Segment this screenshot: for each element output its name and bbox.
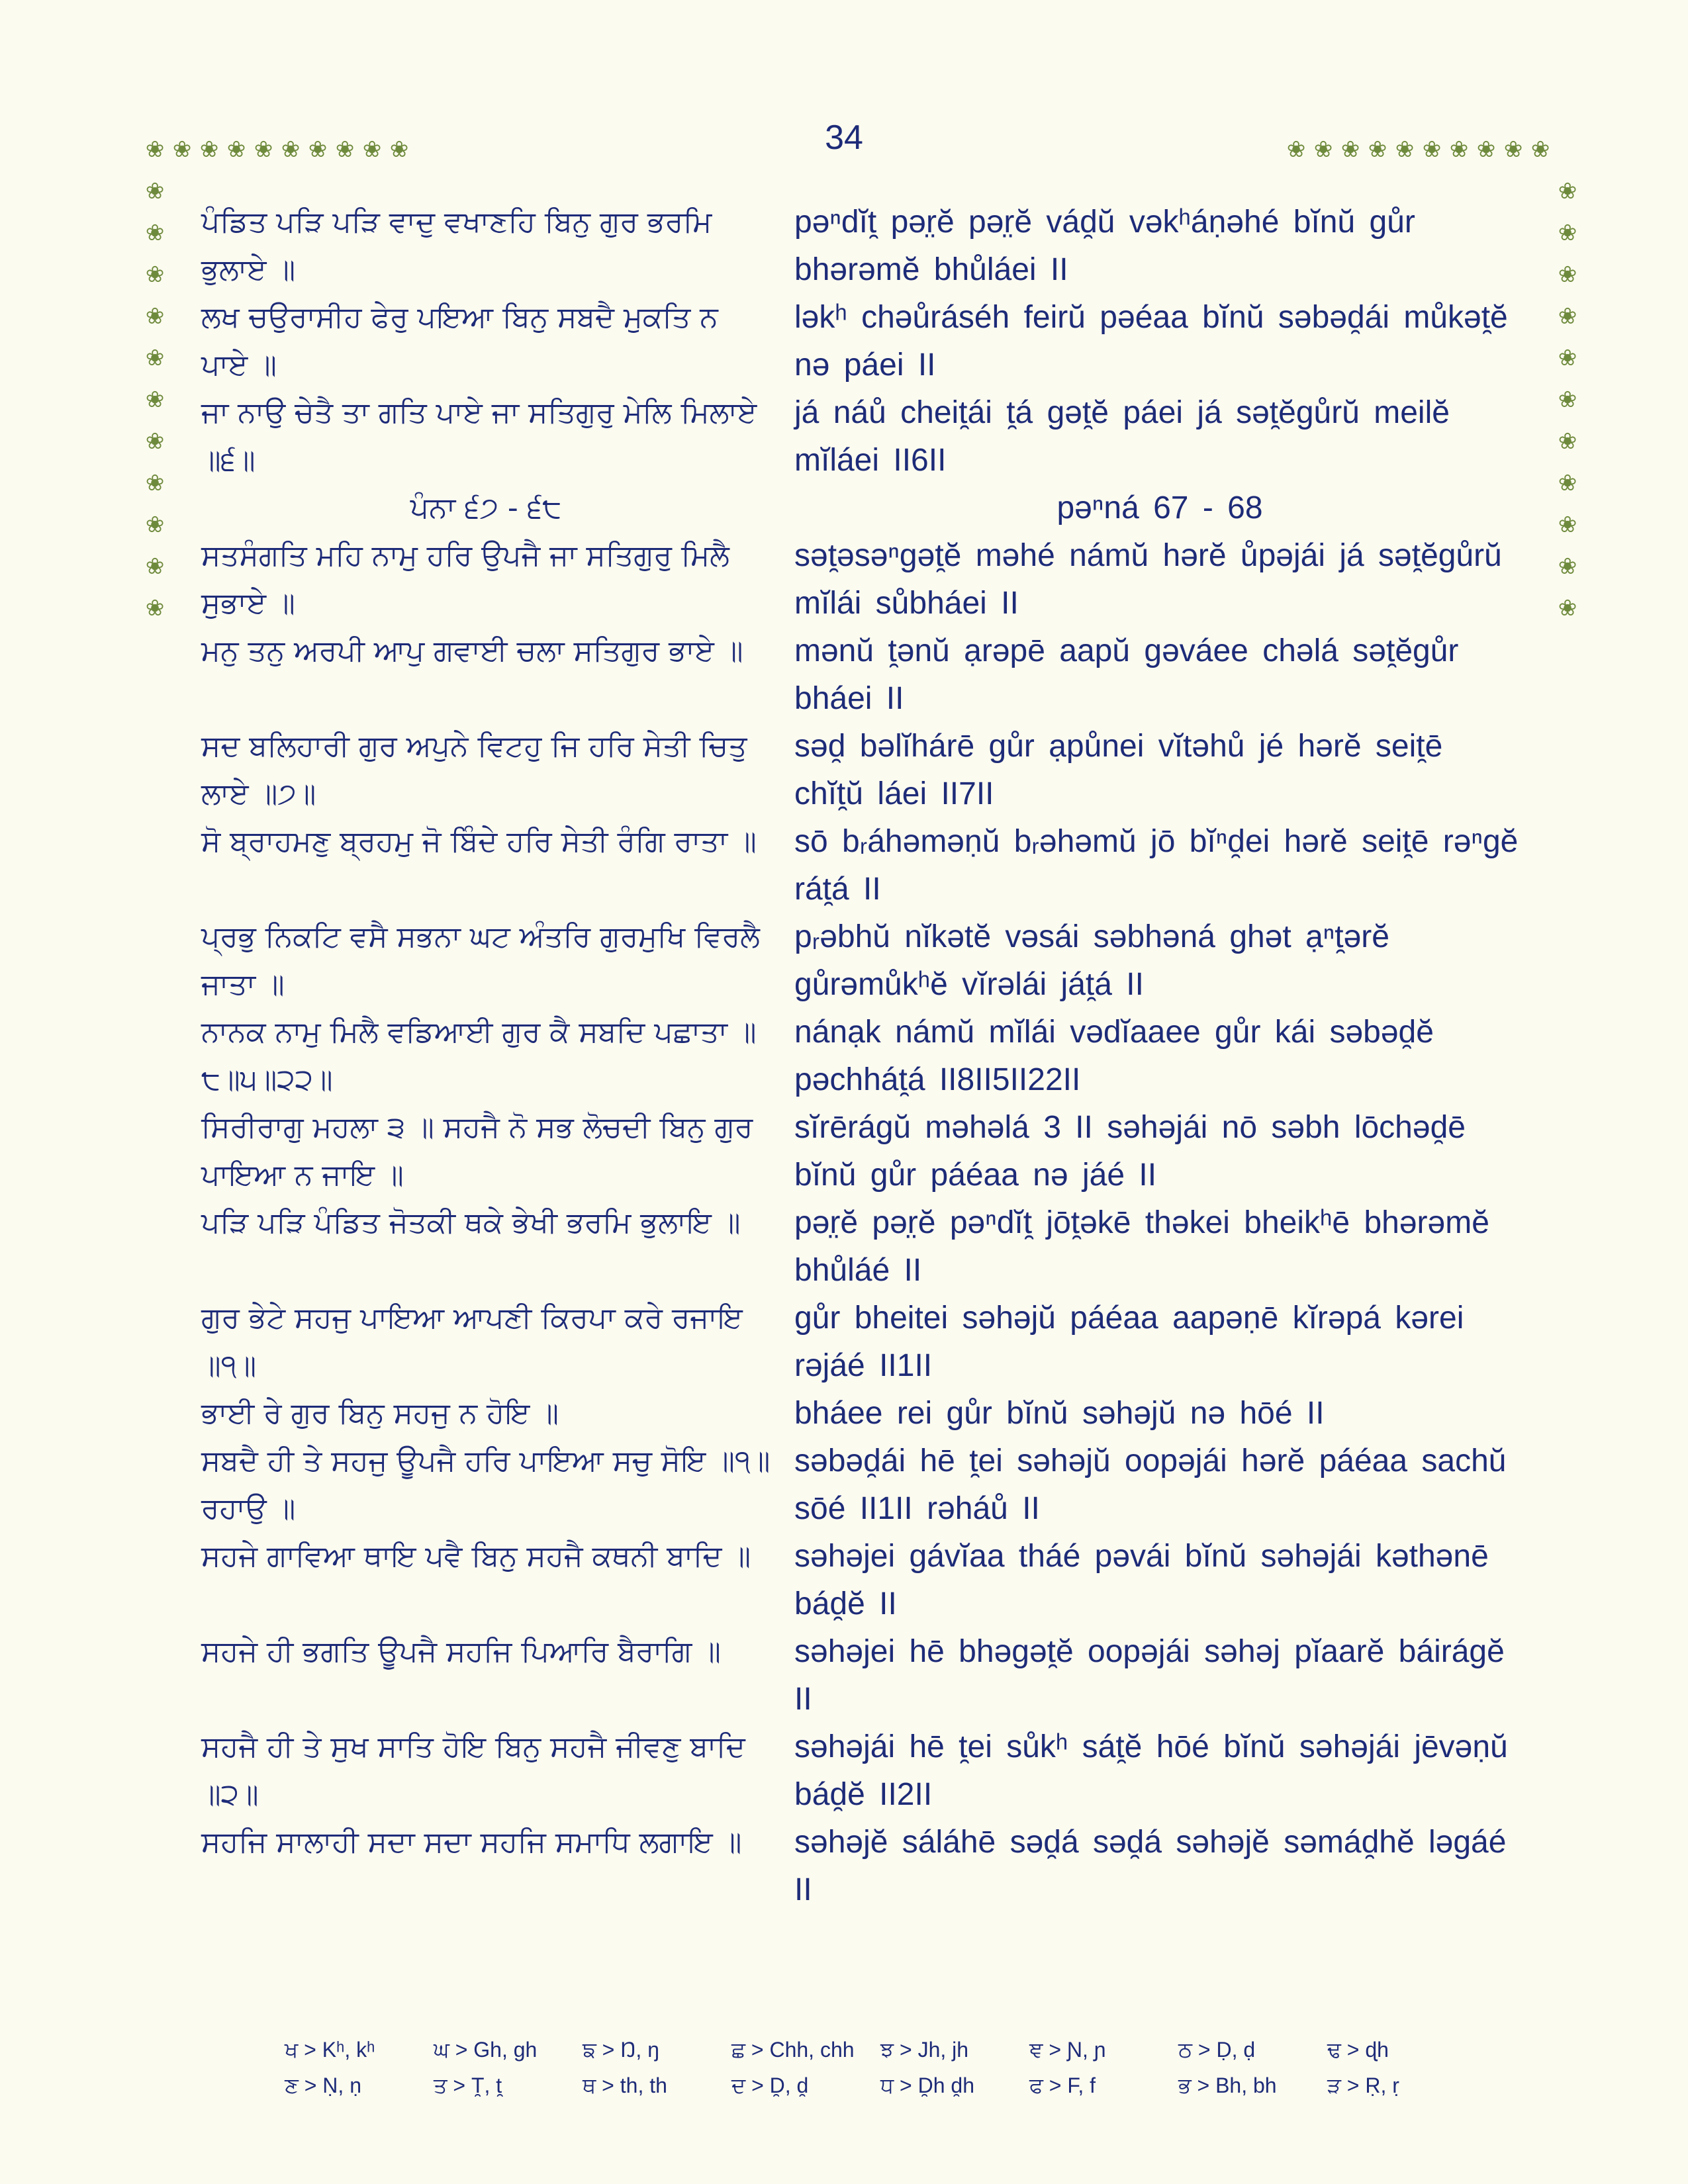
verse-row (201, 818, 1525, 913)
flower-icon: ❀ (1422, 136, 1442, 163)
flower-icon: ❀ (199, 136, 219, 163)
key-row (285, 2032, 1476, 2068)
key-item: ਛ > Chh, chh (731, 2038, 855, 2062)
flower-icon: ❀ (145, 387, 165, 413)
transliteration-text: pər̤ĕ pər̤ĕ pəⁿdĭt̯ jōt̯əkē thəkei bheikʰē bhərəmĕ bhůláé II (794, 1205, 1489, 1288)
gurmukhi-text: ਸਦ ਬਲਿਹਾਰੀ ਗੁਰ ਅਪੁਨੇ ਵਿਟਹੁ ਜਿ ਹਰਿ ਸੇਤੀ ਚਿਤੁ ਲਾਏ ॥੭॥ (201, 729, 747, 811)
transliteration-text: səbəd̯ái hē t̯ei səhəjŭ oopəjái hərĕ páéaa sachŭ sōé II1II rəháů II (794, 1443, 1507, 1526)
flower-icon: ❀ (389, 136, 409, 163)
key-item: ਥ > th, th (583, 2073, 667, 2097)
gurmukhi-text: ਸਹਜੇ ਹੀ ਭਗਤਿ ਊਪਜੈ ਸਹਜਿ ਪਿਆਰਿ ਬੈਰਾਗਿ ॥ (201, 1635, 721, 1668)
gurmukhi-text: ਸਹਜੇ ਗਾਵਿਆ ਥਾਇ ਪਵੈ ਬਿਨੁ ਸਹਜੈ ਕਥਨੀ ਬਾਦਿ ॥ (201, 1539, 751, 1573)
gurmukhi-text: ਸਿਰੀਰਾਗੁ ਮਹਲਾ ੩ ॥ ਸਹਜੈ ਨੋ ਸਭ ਲੋਚਦੀ ਬਿਨੁ ਗੁਰ ਪਾਇਆ ਨ ਜਾਇ ॥ (201, 1111, 753, 1192)
flower-icon: ❀ (145, 220, 165, 246)
gurmukhi-text: ਪ੍ਰਭੁ ਨਿਕਟਿ ਵਸੈ ਸਭਨਾ ਘਟ ਅੰਤਰਿ ਗੁਰਮੁਖਿ ਵਿਰਲੈ ਜਾਤਾ ॥ (201, 920, 760, 1001)
verse-row (201, 532, 1525, 627)
flower-icon: ❀ (226, 136, 246, 163)
transliteration-key (285, 2032, 1476, 2103)
verse-row (201, 1437, 1525, 1533)
key-item: ਖ > Kʰ, kʰ (285, 2038, 375, 2062)
flower-icon: ❀ (1530, 136, 1550, 163)
key-item: ਦ > D̯, d̯ (731, 2073, 809, 2097)
transliteration-text: sət̯əsəⁿgət̯ĕ məhé námŭ hərĕ ůpəjái já sət̯ĕgůrŭ mĭlái sůbháei II (794, 538, 1502, 621)
transliteration-text: ləkʰ chəůráséh feirŭ pəéaa bĭnŭ səbəd̯ái můkət̯ĕ nə páei II (794, 300, 1508, 383)
transliteration-text: sĭrērágŭ məhəlá 3 II səhəjái nō səbh lōchəd̯ē bĭnŭ gůr páéaa nə jáé II (794, 1110, 1466, 1193)
gurmukhi-text: ਸਬਦੈ ਹੀ ਤੇ ਸਹਜੁ ਊਪਜੈ ਹਰਿ ਪਾਇਆ ਸਚੁ ਸੋਇ ॥੧॥ ਰਹਾਉ ॥ (201, 1444, 771, 1525)
gurmukhi-text: ਲਖ ਚਉਰਾਸੀਹ ਫੇਰੁ ਪਇਆ ਬਿਨੁ ਸਬਦੈ ਮੁਕਤਿ ਨ ਪਾਏ ॥ (201, 300, 718, 382)
flower-icon: ❀ (1449, 136, 1469, 163)
transliteration-text: səhəjei gávĭaa tháé pəvái bĭnŭ səhəjái kəthənē bád̯ĕ II (794, 1539, 1489, 1621)
gurmukhi-text: ਸਹਜੈ ਹੀ ਤੇ ਸੁਖ ਸਾਤਿ ਹੋਇ ਬਿਨੁ ਸਹਜੈ ਜੀਵਣੁ ਬਾਦਿ ॥੨॥ (201, 1730, 745, 1811)
verse-row (201, 1819, 1525, 1914)
flower-icon: ❀ (1558, 595, 1577, 621)
flower-icon: ❀ (1558, 303, 1577, 330)
flower-icon: ❀ (145, 345, 165, 371)
flower-icon: ❀ (145, 512, 165, 538)
flower-icon: ❀ (145, 428, 165, 455)
transliteration-text: səhəjei hē bhəgət̯ĕ oopəjái səhəj pĭaarĕ báirágĕ II (794, 1634, 1505, 1717)
gurmukhi-text: ਨਾਨਕ ਨਾਮੁ ਮਿਲੈ ਵਡਿਆਈ ਗੁਰ ਕੈ ਸਬਦਿ ਪਛਾਤਾ ॥੮॥੫॥੨੨॥ (201, 1015, 757, 1097)
flower-icon: ❀ (254, 136, 273, 163)
key-item: ਙ > Ŋ, ŋ (583, 2038, 659, 2062)
flower-icon: ❀ (1313, 136, 1333, 163)
flower-icon: ❀ (1503, 136, 1523, 163)
transliteration-text: bháee rei gůr bĭnŭ səhəjŭ nə hōé II (794, 1396, 1325, 1431)
verse-row (201, 1723, 1525, 1819)
verse-row (201, 723, 1525, 818)
transliteration-text: já náů cheit̯ái t̯á gət̯ĕ páei já sət̯ĕgůrŭ meilĕ mĭláei II6II (794, 395, 1450, 478)
flower-icon: ❀ (145, 303, 165, 330)
flower-icon: ❀ (1286, 136, 1306, 163)
verse-row (201, 913, 1525, 1009)
gurmukhi-text: ਪੜਿ ਪੜਿ ਪੰਡਿਤ ਜੋਤਕੀ ਥਕੇ ਭੇਖੀ ਭਰਮਿ ਭੁਲਾਇ ॥ (201, 1206, 741, 1240)
verse-row (201, 1104, 1525, 1199)
flower-icon: ❀ (1558, 220, 1577, 246)
gurmukhi-text: ਸਤਸੰਗਤਿ ਮਹਿ ਨਾਮੁ ਹਰਿ ਉਪਜੈ ਜਾ ਸਤਿਗੁਰੁ ਮਿਲੈ ਸੁਭਾਏ ॥ (201, 539, 729, 620)
transliteration-text: səhəjĕ sáláhē səd̯á səd̯á səhəjĕ səmád̯hĕ ləgáé II (794, 1825, 1507, 1907)
key-item: ਫ > F, f (1029, 2073, 1096, 2097)
flower-icon: ❀ (145, 261, 165, 288)
verse-row (201, 1009, 1525, 1104)
gurmukhi-text: ਸਹਜਿ ਸਾਲਾਹੀ ਸਦਾ ਸਦਾ ਸਹਜਿ ਸਮਾਧਿ ਲਗਾਇ ॥ (201, 1825, 742, 1859)
verse-row (201, 1390, 1525, 1437)
flower-icon: ❀ (145, 595, 165, 621)
key-item: ਝ > Jh, jh (880, 2038, 969, 2062)
key-item: ਢ > ɖh (1327, 2038, 1389, 2062)
scripture-text (201, 199, 1525, 1914)
flower-icon: ❀ (145, 178, 165, 205)
transliteration-text: səhəjái hē t̯ei sůkʰ sát̯ĕ hōé bĭnŭ səhəjái jēvəṇŭ bád̯ĕ II2II (794, 1729, 1508, 1812)
transliteration-text: səd̯ bəlĭhárē gůr ạpůnei vĭtəhů jé hərĕ seit̯ē chĭt̯ŭ láei II7II (794, 729, 1443, 811)
verse-row (201, 294, 1525, 389)
page-number: 34 (825, 118, 863, 157)
flower-icon: ❀ (308, 136, 328, 163)
transliteration-text: pəⁿdĭt̯ pər̤ĕ pər̤ĕ vád̯ŭ vəkʰáṇəhé bĭnŭ gůr bhərəmĕ bhůláei II (794, 205, 1415, 287)
flower-icon: ❀ (145, 553, 165, 580)
flower-icon: ❀ (1558, 261, 1577, 288)
transliteration-text: mənŭ t̯ənŭ ạrəpē aapŭ gəváee chəlá sət̯ĕgůr bháei II (794, 633, 1459, 716)
flower-icon: ❀ (1558, 387, 1577, 413)
flower-icon: ❀ (1368, 136, 1387, 163)
verse-row (201, 1628, 1525, 1723)
flower-icon: ❀ (1476, 136, 1496, 163)
key-row (285, 2068, 1476, 2103)
verse-row (201, 199, 1525, 294)
gurmukhi-text: ਪੰਡਿਤ ਪੜਿ ਪੜਿ ਵਾਦੁ ਵਖਾਣਹਿ ਬਿਨੁ ਗੁਰ ਭਰਮਿ ਭੁਲਾਏ ॥ (201, 205, 712, 287)
verse-row (201, 627, 1525, 723)
flower-icon: ❀ (1558, 470, 1577, 496)
flower-icon: ❀ (145, 470, 165, 496)
key-item: ੜ > Ṛ, ṛ (1327, 2073, 1399, 2097)
flower-icon: ❀ (1558, 553, 1577, 580)
key-item: ਤ > T̯, t̯ (434, 2073, 502, 2097)
flower-icon: ❀ (281, 136, 301, 163)
transliteration-text: pəⁿná 67 - 68 (1056, 490, 1263, 525)
gurmukhi-text: ਗੁਰ ਭੇਟੇ ਸਹਜੁ ਪਾਇਆ ਆਪਣੀ ਕਿਰਪਾ ਕਰੇ ਰਜਾਇ ॥੧॥ (201, 1301, 743, 1383)
flower-icon: ❀ (1558, 428, 1577, 455)
transliteration-text: pᵣəbhŭ nĭkətĕ vəsái səbhəná ghət ạⁿt̯ərĕ gůrəmůkʰĕ vĭrəlái ját̯á II (794, 919, 1389, 1002)
flower-icon: ❀ (1395, 136, 1415, 163)
key-item: ਭ > Bh, bh (1178, 2073, 1277, 2097)
gurmukhi-text: ਭਾਈ ਰੇ ਗੁਰ ਬਿਨੁ ਸਹਜੁ ਨ ਹੋਇ ॥ (201, 1396, 559, 1430)
flower-icon: ❀ (172, 136, 192, 163)
key-item: ਞ > Ɲ, ɲ (1029, 2038, 1106, 2062)
flower-icon: ❀ (1558, 178, 1577, 205)
flower-icon: ❀ (335, 136, 355, 163)
gurmukhi-text: ਮਨੁ ਤਨੁ ਅਰਪੀ ਆਪੁ ਗਵਾਈ ਚਲਾ ਸਤਿਗੁਰ ਭਾਏ ॥ (201, 634, 743, 668)
verse-row (201, 1295, 1525, 1390)
verse-row (201, 1199, 1525, 1295)
transliteration-text: gůr bheitei səhəjŭ páéaa aapəṇē kĭrəpá kərei rəjáé II1II (794, 1300, 1464, 1383)
page-reference-row (201, 484, 1525, 532)
gurmukhi-text: ਜਾ ਨਾਉ ਚੇਤੈ ਤਾ ਗਤਿ ਪਾਏ ਜਾ ਸਤਿਗੁਰੁ ਮੇਲਿ ਮਿਲਾਏ ॥੬॥ (201, 396, 757, 477)
flower-icon: ❀ (1340, 136, 1360, 163)
key-item: ਧ > D̯h d̯h (880, 2073, 975, 2097)
gurmukhi-text: ਪੰਨਾ ੬੭ - ੬੮ (410, 491, 562, 525)
verse-row (201, 1533, 1525, 1628)
flower-icon: ❀ (145, 136, 165, 163)
key-item: ਘ > Gh, gh (434, 2038, 538, 2062)
transliteration-text: sō bᵣáhəməṇŭ bᵣəhəmŭ jō bĭⁿd̯ei hərĕ seit̯ē rəⁿgĕ rát̯á II (794, 824, 1519, 907)
verse-row (201, 389, 1525, 484)
flower-icon: ❀ (362, 136, 382, 163)
key-item: ਣ > Ṇ, ṇ (285, 2073, 361, 2097)
flower-icon: ❀ (1558, 512, 1577, 538)
gurmukhi-text: ਸੋ ਬ੍ਰਾਹਮਣੁ ਬ੍ਰਹਮੁ ਜੋ ਬਿੰਦੇ ਹਰਿ ਸੇਤੀ ਰੰਗਿ ਰਾਤਾ ॥ (201, 825, 757, 858)
transliteration-text: nánạk námŭ mĭlái vədĭaaee gůr kái səbəd̯ĕ pəchhát̯á II8II5II22II (794, 1015, 1434, 1097)
flower-icon: ❀ (1558, 345, 1577, 371)
key-item: ਠ > Ḍ, ḍ (1178, 2038, 1256, 2062)
